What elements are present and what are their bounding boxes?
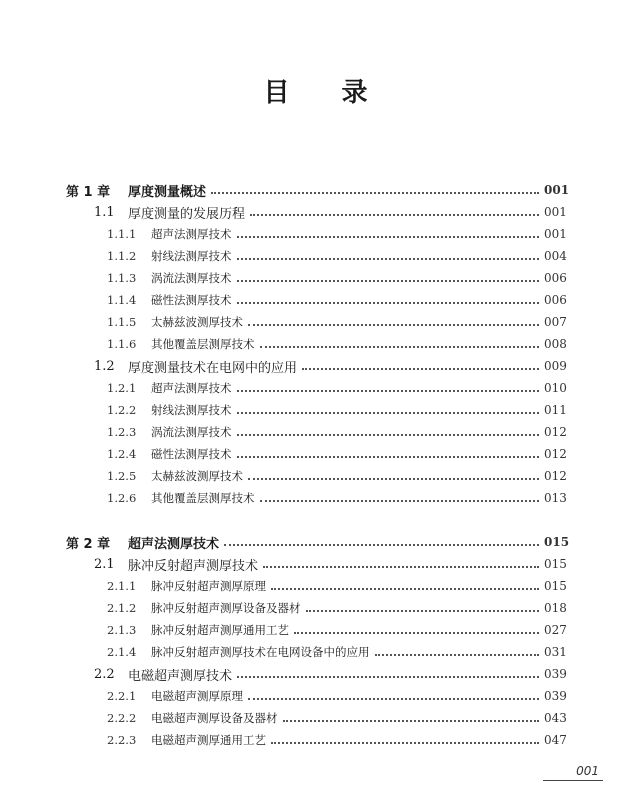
toc-entry-section[interactable] [0, 553, 631, 575]
toc-entry-title: 脉冲反射超声测厚原理 [151, 579, 266, 593]
toc-entry-number: 1.1.1 [107, 227, 137, 241]
toc-entry-page: 006 [544, 293, 567, 307]
dot-leader [306, 610, 540, 612]
toc-entry-sub[interactable] [0, 443, 631, 465]
toc-entry-title: 磁性法测厚技术 [151, 293, 232, 307]
toc-entry-page: 015 [544, 535, 570, 549]
toc-entry-title: 磁性法测厚技术 [151, 447, 232, 461]
dot-leader [237, 280, 540, 282]
toc-entry-sub[interactable] [0, 597, 631, 619]
toc-entry-sub[interactable] [0, 619, 631, 641]
toc-entry-sub[interactable] [0, 289, 631, 311]
dot-leader [237, 258, 540, 260]
dot-leader [248, 698, 539, 700]
toc-entry-sub[interactable] [0, 685, 631, 707]
toc-entry-title: 电磁超声测厚技术 [128, 668, 233, 684]
dot-leader [224, 544, 539, 546]
toc-entry-number: 1.2.6 [107, 491, 137, 505]
toc-entry-page: 011 [544, 403, 567, 417]
toc-entry-number: 2.1.2 [107, 601, 137, 615]
dot-leader [237, 456, 540, 458]
toc-entry-page: 043 [544, 711, 567, 725]
toc-entry-title: 太赫兹波测厚技术 [151, 469, 243, 483]
dot-leader [237, 676, 539, 678]
toc-entry-sub[interactable] [0, 487, 631, 509]
toc-entry-page: 015 [544, 579, 567, 593]
toc-entry-page: 006 [544, 271, 567, 285]
toc-entry-chapter[interactable] [0, 531, 631, 553]
toc-entry-title: 涡流法测厚技术 [151, 271, 232, 285]
toc-entry-title: 厚度测量的发展历程 [128, 206, 246, 222]
toc-entry-sub[interactable] [0, 245, 631, 267]
toc-entry-number: 1.1 [94, 204, 115, 220]
dot-leader [237, 412, 540, 414]
toc-entry-number: 1.2.3 [107, 425, 137, 439]
toc-entry-page: 047 [544, 733, 567, 747]
toc-entry-page: 039 [544, 667, 567, 681]
toc-entry-page: 007 [544, 315, 567, 329]
toc-entry-page: 013 [544, 491, 567, 505]
toc-entry-page: 018 [544, 601, 567, 615]
toc-entry-title: 射线法测厚技术 [151, 403, 232, 417]
toc-entry-chapter[interactable] [0, 179, 631, 201]
toc-entry-sub[interactable] [0, 267, 631, 289]
dot-leader [248, 478, 539, 480]
toc-entry-page: 001 [544, 227, 567, 241]
toc-entry-title: 脉冲反射超声测厚设备及器材 [151, 601, 301, 615]
toc-entry-number: 2.2.2 [107, 711, 137, 725]
toc-entry-number: 1.2 [94, 358, 115, 374]
toc-entry-title: 脉冲反射超声测厚技术 [128, 558, 259, 574]
page-number: 001 [576, 764, 599, 778]
toc-entry-number: 2.1 [94, 556, 115, 572]
dot-leader [302, 368, 539, 370]
dot-leader [283, 720, 540, 722]
toc-entry-title: 电磁超声测厚通用工艺 [151, 733, 266, 747]
toc-entry-title: 射线法测厚技术 [151, 249, 232, 263]
dot-leader [237, 236, 540, 238]
toc-entry-number: 2.1.1 [107, 579, 137, 593]
dot-leader [375, 654, 540, 656]
dot-leader [260, 346, 540, 348]
dot-leader [237, 434, 540, 436]
toc-entry-page: 010 [544, 381, 567, 395]
toc-entry-page: 001 [544, 183, 570, 197]
dot-leader [211, 192, 539, 194]
toc-entry-page: 004 [544, 249, 567, 263]
dot-leader [237, 302, 540, 304]
toc-entry-page: 015 [544, 557, 567, 571]
dot-leader [237, 390, 540, 392]
toc-entry-page: 009 [544, 359, 567, 373]
dot-leader [248, 324, 539, 326]
title-char-2: 录 [341, 78, 368, 108]
toc-entry-number: 1.2.1 [107, 381, 137, 395]
toc-entry-title: 超声法测厚技术 [128, 536, 220, 552]
toc-entry-title: 电磁超声测厚设备及器材 [151, 711, 278, 725]
toc-entry-sub[interactable] [0, 641, 631, 663]
toc-entry-sub[interactable] [0, 311, 631, 333]
toc-entry-title: 脉冲反射超声测厚通用工艺 [151, 623, 289, 637]
toc-entry-title: 超声法测厚技术 [151, 381, 232, 395]
toc-entry-title: 其他覆盖层测厚技术 [151, 337, 255, 351]
toc-entry-title: 厚度测量概述 [128, 184, 207, 200]
toc-entry-page: 027 [544, 623, 567, 637]
toc-entry-title: 涡流法测厚技术 [151, 425, 232, 439]
toc-entry-page: 012 [544, 447, 567, 461]
toc-entry-sub[interactable] [0, 707, 631, 729]
toc-entry-number: 2.2 [94, 666, 115, 682]
toc-entry-sub[interactable] [0, 377, 631, 399]
toc-entry-sub[interactable] [0, 223, 631, 245]
dot-leader [271, 588, 539, 590]
toc-entry-number: 第 1 章 [66, 184, 111, 200]
toc-entry-sub[interactable] [0, 729, 631, 751]
toc-entry-number: 2.2.3 [107, 733, 137, 747]
toc-entry-section[interactable] [0, 355, 631, 377]
page-title [0, 72, 631, 109]
toc-entry-sub[interactable] [0, 575, 631, 597]
footer-rule [543, 780, 603, 781]
title-char-1: 目 [263, 78, 290, 108]
toc-entry-number: 1.2.2 [107, 403, 137, 417]
toc-entry-page: 012 [544, 425, 567, 439]
toc-entry-page: 001 [544, 205, 567, 219]
toc-entry-page: 012 [544, 469, 567, 483]
toc-entry-number: 1.1.4 [107, 293, 137, 307]
toc-entry-title: 太赫兹波测厚技术 [151, 315, 243, 329]
toc-entry-number: 2.1.4 [107, 645, 137, 659]
dot-leader [260, 500, 540, 502]
toc-entry-sub[interactable] [0, 333, 631, 355]
dot-leader [271, 742, 539, 744]
toc-entry-sub[interactable] [0, 465, 631, 487]
dot-leader [294, 632, 539, 634]
dot-leader [263, 566, 539, 568]
toc-entry-number: 1.1.2 [107, 249, 137, 263]
toc-entry-section[interactable] [0, 663, 631, 685]
toc-entry-number: 1.1.3 [107, 271, 137, 285]
toc-entry-title: 电磁超声测厚原理 [151, 689, 243, 703]
toc-entry-number: 1.2.5 [107, 469, 137, 483]
toc-entry-number: 1.1.5 [107, 315, 137, 329]
toc-entry-title: 其他覆盖层测厚技术 [151, 491, 255, 505]
toc-entry-number: 第 2 章 [66, 536, 111, 552]
toc-entry-sub[interactable] [0, 399, 631, 421]
toc-entry-title: 厚度测量技术在电网中的应用 [128, 360, 298, 376]
toc-entry-page: 031 [544, 645, 567, 659]
toc-entry-number: 2.2.1 [107, 689, 137, 703]
toc-entry-page: 008 [544, 337, 567, 351]
toc-entry-title: 脉冲反射超声测厚技术在电网设备中的应用 [151, 645, 370, 659]
dot-leader [250, 214, 539, 216]
toc-entry-sub[interactable] [0, 421, 631, 443]
toc-entry-number: 2.1.3 [107, 623, 137, 637]
toc-entry-number: 1.2.4 [107, 447, 137, 461]
toc-entry-title: 超声法测厚技术 [151, 227, 232, 241]
toc-entry-section[interactable] [0, 201, 631, 223]
toc-entry-number: 1.1.6 [107, 337, 137, 351]
toc-entry-page: 039 [544, 689, 567, 703]
